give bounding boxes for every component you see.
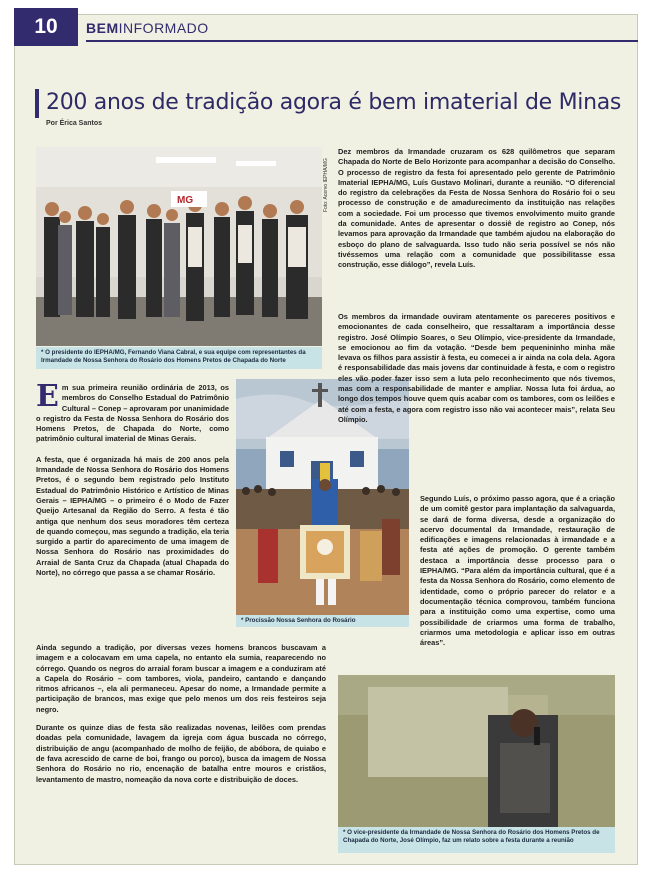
paragraph: Durante os quinze dias de festa são realizadas novenas, leilões com prendas doadas pela comunidade, lavagem da igreja com água buscada no córrego, distribuição de angu (acompanhado de molho de feijão, de abóbora, de quiabo e de fava acrescido de carne de boi, frango ou porco), busca da imagem de Nossa Senhora do Rosário no rio, encenação de batalha entre mouros e cristãos, levantamento de mastro, nomeação da nova corte e distribuição de doces.	[36, 723, 326, 784]
article-title: 200 anos de tradição agora é bem imaterial de Minas	[46, 90, 622, 115]
title-accent-bar	[35, 89, 39, 118]
body-right-top	[338, 147, 615, 277]
group-photo-illustration	[36, 147, 322, 346]
photo-group-meeting	[36, 147, 322, 346]
photo-credit: Foto: Acervo IEPHA/MG	[323, 158, 329, 212]
wall-logo-text: MG	[177, 195, 194, 206]
caption-procession-photo: * Procissão Nossa Senhora do Rosário	[236, 615, 409, 627]
body-left-lower	[36, 643, 326, 785]
page-number: 10	[14, 8, 78, 46]
article-byline: Por Érica Santos	[46, 120, 103, 127]
caption-vice-president-photo: * O vice-presidente da Irmandade de Nossa Senhora do Rosário dos Homens Pretos de Chapada do Norte, José Olímpio, faz um relato sobre a festa durante a reunião	[338, 827, 615, 853]
drop-cap: E	[36, 379, 59, 414]
magazine-brand	[86, 20, 209, 36]
paragraph: Os membros da irmandade ouviram atentamente os pareceres positivos e emocionantes de cada conselheiro, que ressaltaram a importância desse registro. José Olímpio Soares, o Seu Olímpio, vice-presidente da Irmandade, se emocionou ao fim da votação. “Desde bem pequenininho minha mãe levava os filhos para assistir à festa, eu comecei a ir ainda na cola dela. Agora é responsabilidade das mais jovens dar continuidade à festa, e com o registro eles vão poder fazer isso sem a luta pelo reconhecimento que nós tivemos, mas com a responsabilidade de manter e ampliar. Nossa luta foi árdua, ao longo dos tempos houve quem quis acabar com os tambores, com os leilões e até com a festa, e agora com registro isso não vai acontecer mais”, relata Seu Olímpio.	[338, 312, 615, 424]
photo-vice-president	[338, 675, 615, 827]
paragraph: Segundo Luís, o próximo passo agora, que é a criação de um comitê gestor para implantação da salvaguarda, se dará de forma diversa, desde a organização do acervo documental da Irmandade, restauração de edificações e imagens relacionadas à irmandade e a festa até ações de promoção. O gerente também destaca a importância desse processo para o IEPHA/MG. “Para além da importância cultural, que é a festa da Nossa Senhora do Rosário, como elemento de identidade, como o próprio parecer do relator e a documentação técnica comprovou, também funciona para a instituição como uma expertise, como uma possibilidade de criarmos uma forma de trabalho, criarmos uma metodologia e aplicar isso em outras áreas”.	[420, 494, 615, 648]
paragraph: Ainda segundo a tradição, por diversas vezes homens brancos buscavam a imagem e a colocavam em uma capela, no entanto ela sumia, reaparecendo no córrego. Quando os negros do arraial foram buscar a imagem e a conduziram até a Capela do Rosário – com tambores, viola, pandeiro, cantando e dançando ritmos africanos –, ela ali permaneceu. Apesar do nome, a Irmandade permite a participação de brancos, mas exige que pelo menos um dos reis festeiros seja negro.	[36, 643, 326, 714]
body-right-middle	[338, 312, 615, 425]
header-rule	[86, 40, 638, 42]
body-left	[36, 379, 229, 578]
paragraph-lead: m sua primeira reunião ordinária de 2013, os membros do Conselho Estadual do Patrimônio Cultural – Conep – aprovaram por unanimidade o registro da Festa de Nossa Senhora do Rosário dos Homens Pretos, de Chapada do Norte, como patrimônio cultural imaterial de Minas Gerais.	[36, 383, 229, 444]
speaker-photo-illustration	[338, 675, 615, 827]
brand-bold: BEM	[86, 20, 119, 36]
body-right-lower	[420, 494, 615, 648]
brand-rest: INFORMADO	[118, 20, 209, 36]
paragraph: Dez membros da Irmandade cruzaram os 628 quilômetros que separam Chapada do Norte de Belo Horizonte para acompanhar a decisão do Conselho. O processo de registro da festa foi apresentado pelo gerente de Patrimônio Imaterial IEPHA/MG, Luís Gustavo Molinari, durante a reunião. “O diferencial do registro da celebrações da Festa de Nossa Senhora do Rosário foi o seu processo de construção e de amadurecimento da instituição nas relações com a sociedade. Foi um processo que tivemos envolvimento muito grande da comunidade. Antes de apresentar o dossiê de registro ao Conep, nós levamos para aprovação da Irmandade que também ajudou na elaboração do esboço do plano de salvaguarda. Isso tudo não seria possível se nós não tivéssemos uma relação com a comunidade que possibilitasse essa construção, esse diálogo”, revela Luís.	[338, 147, 615, 270]
caption-top-photo: * O presidente do IEPHA/MG, Fernando Viana Cabral, e sua equipe com representantes da Irmandade de Nossa Senhora do Rosário dos Homens Pretos de Chapada do Norte	[36, 347, 322, 369]
paragraph: A festa, que é organizada há mais de 200 anos pela Irmandade de Nossa Senhora do Rosário dos Homens Pretos, é o segundo bem registrado pelo Instituto Estadual do Patrimônio Histórico e Artístico de Minas Gerais – IEPHA/MG – o primeiro é o Modo de Fazer Queijo Artesanal da Região do Serro. A festa é tão antiga que nenhum dos seus moradores têm certeza de quando começou, mas segundo a tradição, ela teria surgido a partir do aparecimento de uma imagem de Nossa Senhora do Rosário nas proximidades do Arraial de Santa Cruz da Chapada (atual Chapada do Norte), no córrego que passa a se chamar Rosário.	[36, 454, 229, 578]
